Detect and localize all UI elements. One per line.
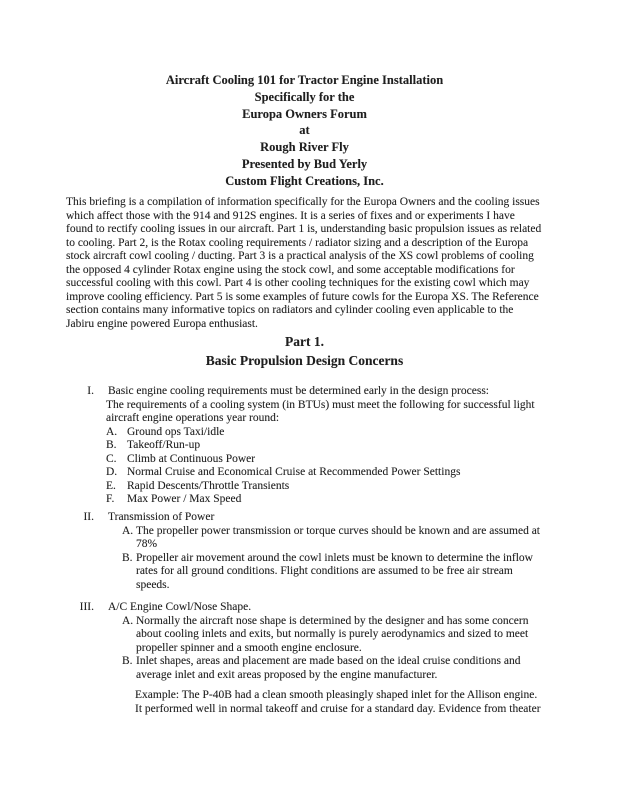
title-line-5: Rough River Fly [260, 140, 349, 155]
item-label: B. [106, 439, 117, 451]
item-label: C. [106, 452, 117, 465]
section-ii-numeral: II. [83, 511, 94, 523]
item-text: Normally the aircraft nose shape is determined by the designer and has some concern about cooling inlets and exits, but normally is purely aerodynamics and sized to meet propeller spinner and a smooth engine enclosure. [136, 614, 529, 654]
list-item [66, 493, 543, 507]
section-ii-heading [66, 511, 543, 525]
item-label: A. [122, 614, 134, 627]
intro-paragraph: This briefing is a compilation of information specifically for the Europa Owners and the cooling issues which affect those with the 914 and 912S engines. It is a series of fixes and or experiments I have found to rectify cooling issues in our aircraft. Part 1 is, understanding basic propulsion issues as related to cooling. Part 2, is the Rotax cooling requirements / radiator sizing and a description of the Europa stock aircraft cowl cooling / ducting. Part 3 is a practical analysis of the XS cowl problems of cooling the opposed 4 cylinder Rotax engine using the stock cowl, and some acceptable modifications for successful cooling with this cowl. Part 4 is other cooling techniques for the existing cowl which may improve cooling efficiency. Part 5 is some examples of future cowls for the Europa XS. The Reference section contains many informative topics on radiators and cylinder cooling even applicable to the Jabiru engine powered Europa enthusiast. [66, 196, 542, 330]
item-label: A. [122, 524, 134, 537]
list-item [66, 552, 543, 593]
title-block [66, 72, 543, 190]
title-line-1: Aircraft Cooling 101 for Tractor Engine Installation [165, 73, 444, 87]
section-iii [66, 601, 543, 682]
list-item [66, 480, 543, 494]
section-iii-title: A/C Engine Cowl/Nose Shape. [108, 601, 252, 613]
item-text: Takeoff/Run-up [127, 439, 201, 451]
list-item [66, 655, 543, 682]
title-line-6: Presented by Bud Yerly [241, 156, 368, 171]
list-item [66, 439, 543, 453]
item-text: Ground ops Taxi/idle [127, 425, 225, 438]
item-text: Climb at Continuous Power [127, 452, 256, 465]
section-ii-title: Transmission of Power [108, 511, 215, 523]
part1-heading [66, 332, 543, 370]
example-paragraph: Example: The P-40B had a clean smooth pleasingly shaped inlet for the Allison engine. It performed well in normal takeoff and cruise for a standard day. Evidence from theater [135, 689, 541, 715]
section-iii-heading [66, 601, 543, 615]
title-line-3: Europa Owners Forum [242, 106, 367, 121]
part1-heading-line2: Basic Propulsion Design Concerns [205, 353, 404, 368]
section-i-subtitle: The requirements of a cooling system (in BTUs) must meet the following for successful light aircraft engine operations year round: [106, 398, 535, 424]
list-item [66, 453, 543, 467]
item-label: A. [106, 425, 118, 438]
list-item [66, 426, 543, 440]
item-label: D. [106, 466, 118, 478]
item-text: Propeller air movement around the cowl inlets must be known to determine the inflow rates for all ground conditions. Flight conditions are assumed to be free air stream speeds. [136, 551, 533, 591]
title-line-4: at [299, 123, 310, 138]
title-line-2: Specifically for the [254, 89, 355, 104]
title-line-7: Custom Flight Creations, Inc. [225, 173, 384, 188]
section-i-numeral: I. [87, 385, 94, 397]
section-i-title: Basic engine cooling requirements must be determined early in the design process: [108, 385, 489, 397]
item-label: B. [122, 551, 133, 564]
item-label: B. [122, 655, 133, 667]
section-iii-numeral: III. [79, 601, 94, 613]
item-text: Normal Cruise and Economical Cruise at Recommended Power Settings [127, 466, 461, 478]
list-item [66, 525, 543, 552]
item-label: F. [106, 493, 115, 505]
item-text: Rapid Descents/Throttle Transients [127, 479, 290, 492]
item-text: The propeller power transmission or torque curves should be known and are assumed at 78% [136, 524, 540, 550]
section-ii [66, 511, 543, 592]
list-item [66, 466, 543, 480]
section-i-heading [66, 385, 543, 399]
item-text: Inlet shapes, areas and placement are made based on the ideal cruise conditions and average inlet and exit areas proposed by the engine manufacturer. [136, 655, 521, 681]
list-item [66, 615, 543, 656]
item-text: Max Power / Max Speed [127, 493, 242, 505]
item-label: E. [106, 479, 116, 492]
part1-heading-line1: Part 1. [285, 334, 324, 349]
section-i [66, 385, 543, 507]
